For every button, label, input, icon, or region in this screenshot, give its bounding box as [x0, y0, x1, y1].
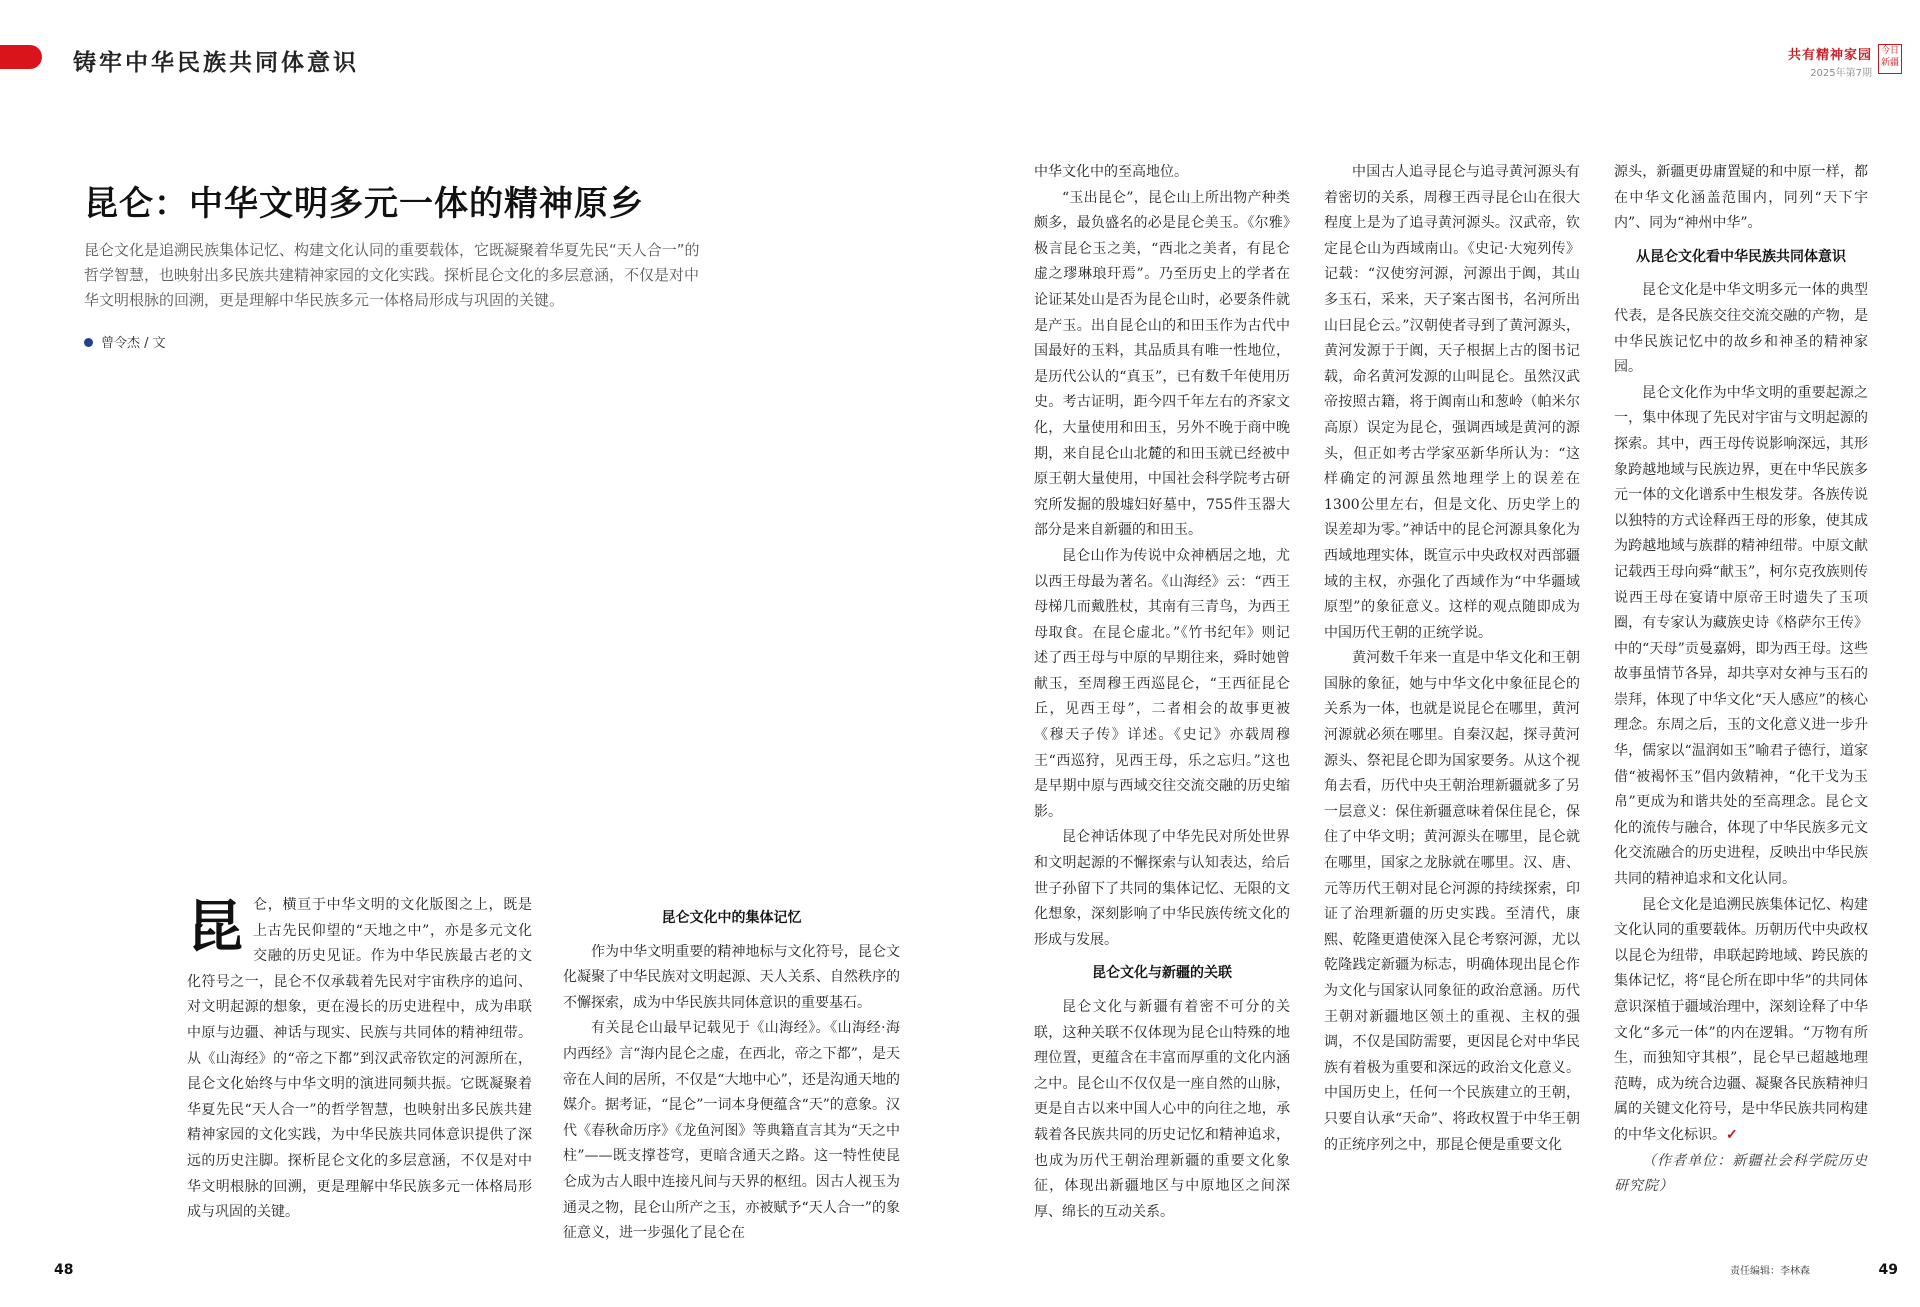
end-mark-icon: ✓ — [1726, 1126, 1738, 1143]
paragraph: 昆仑文化作为中华文明的重要起源之一，集中体现了先民对宇宙与文明起源的探索。其中，西王母传说影响深远，其形象跨越地域与民族边界，更在中华民族多元一体的文化谱系中生根发芽。各族传说以独特的方式诠释西王母的形象，使其成为跨越地域与族群的精神纽带。中原文献记载西王母向舜“献玉”，柯尔克孜族则传说西王母在宴请中原帝王时遗失了玉项圈，有专家认为藏族史诗《格萨尔王传》中的“天母”贡曼嘉姆，即为西王母。这些故事虽情节各异，却共享对女神与玉石的崇拜，体现了中华文化“天人感应”的核心理念。东周之后，玉的文化意义进一步升华，儒家以“温润如玉”喻君子德行，道家借“被褐怀玉”倡内敛精神，“化干戈为玉帛”更成为和谐共处的至高理念。昆仑文化的流传与融合，体现了中华民族多元文化交流融合的历史进程，反映出中华民族共同的精神追求和文化认同。 — [1614, 384, 1868, 888]
magazine-masthead — [1788, 44, 1872, 79]
page-number-left: 48 — [54, 1262, 74, 1278]
paragraph: 有关昆仑山最早记载见于《山海经》。《山海经·海内西经》言“海内昆仑之虚，在西北，帝之下都”，是天帝在人间的居所，不仅是“大地中心”，还是沟通天地的媒介。据考证，“昆仑”一词本身便蕴含“天”的意象。汉代《春秋命历序》《龙鱼河图》等典籍直言其为“天之中柱”——既支撑苍穹，更暗含通天之路。这一特性使昆仑成为古人眼中连接凡间与天界的枢纽。因古人视玉为通灵之物，昆仑山所产之玉，亦被赋予“天人合一”的象征意义，进一步强化了昆仑在 — [563, 1020, 900, 1242]
body-column-1 — [187, 893, 532, 1226]
body-column-3 — [1034, 160, 1290, 1225]
paragraph: 中华文化中的至高地位。 — [1034, 164, 1188, 180]
issue-number: 2025年第7期 — [1810, 68, 1872, 79]
article-title: 昆仑：中华文明多元一体的精神原乡 — [84, 184, 644, 224]
paragraph: 昆仑文化与新疆有着密不可分的关联，这种关联不仅体现为昆仑山特殊的地理位置，更蕴含在丰富而厚重的文化内涵之中。昆仑山不仅仅是一座自然的山脉，更是自古以来中国人心中的向往之地，承载着各民族共同的历史记忆和精神追求，也成为历代王朝治理新疆的重要文化象征，体现出新疆地区与中原地区之间深厚、绵长的互动关系。 — [1034, 999, 1290, 1220]
article-lead: 昆仑文化是追溯民族集体记忆、构建文化认同的重要载体，它既凝聚着华夏先民“天人合一”的哲学智慧，也映射出多民族共建精神家园的文化实践。探析昆仑文化的多层意涵，不仅是对中华文明根脉的回溯，更是理解中华民族多元一体格局形成与巩固的关键。 — [84, 241, 700, 309]
section-heading: 昆仑文化中的集体记忆 — [661, 910, 802, 926]
paragraph: 昆仑文化是中华文明多元一体的典型代表，是各民族交往交流交融的产物，是中华民族记忆中的故乡和神圣的精神家园。 — [1614, 282, 1868, 376]
paragraph — [1614, 893, 1868, 1149]
page-number-right: 49 — [1878, 1262, 1898, 1278]
byline — [84, 332, 166, 351]
section-title: 铸牢中华民族共同体意识 — [73, 49, 359, 76]
section-heading: 昆仑文化与新疆的关联 — [1092, 965, 1232, 982]
author-name: 曾令杰 / 文 — [101, 336, 166, 351]
responsible-editor: 责任编辑：李林森 — [1730, 1266, 1810, 1277]
byline-dot-icon — [84, 338, 93, 347]
body-column-4 — [1324, 160, 1580, 1158]
paragraph: 源头，新疆更毋庸置疑的和中原一样，都在中华文化涵盖范围内，同列“天下宇内”、同为“神州中华”。 — [1614, 164, 1868, 232]
magazine-badge: 今日新疆 — [1878, 44, 1902, 74]
paragraph: 昆仑神话体现了中华先民对所处世界和文明起源的不懈探索与认知表达，给后世子孙留下了共同的集体记忆、无限的文化想象，深刻影响了中华民族传统文化的形成与发展。 — [1034, 829, 1290, 948]
paragraph: 中国古人追寻昆仑与追寻黄河源头有着密切的关系，周穆王西寻昆仑山在很大程度上是为了追寻黄河源头。汉武帝，钦定昆仑山为西域南山。《史记·大宛列传》记载：“汉使穷河源，河源出于阗，其山多玉石，采来，天子案古图书，名河所出山曰昆仑云。”汉朝使者寻到了黄河源头，黄河发源于于阗，天子根据上古的图书记载，命名黄河发源的山叫昆仑。虽然汉武帝按照古籍，将于阗南山和葱岭（帕米尔高原）误定为昆仑，强调西域是黄河的源头，但正如考古学家巫新华所认为：“这样确定的河源虽然地理学上的误差在1300公里左右，但是文化、历史学上的误差却为零。”神话中的昆仑河源具象化为西域地理实体，既宣示中央政权对西部疆域的主权，亦强化了西域作为“中华疆域原型”的象征意义。这样的观点随即成为中国历代王朝的正统学说。 — [1324, 164, 1580, 641]
section-heading: 从昆仑文化看中华民族共同体意识 — [1636, 248, 1846, 265]
magazine-name: 共有精神家园 — [1787, 48, 1872, 63]
paragraph: 作为中华文明重要的精神地标与文化符号，昆仑文化凝聚了中华民族对文明起源、天人关系、自然秩序的不懈探索，成为中华民族共同体意识的重要基石。 — [563, 943, 900, 1011]
paragraph: “玉出昆仑”，昆仑山上所出物产种类颇多，最负盛名的必是昆仑美玉。《尔雅》极言昆仑玉之美，“西北之美者，有昆仑虚之璆琳琅玕焉”。乃至历史上的学者在论证某处山是否为昆仑山时，必要条件就是产玉。出自昆仑山的和田玉作为古代中国最好的玉料，其品质具有唯一性地位，是历代公认的“真玉”，已有数千年使用历史。考古证明，距今四千年左右的齐家文化，大量使用和田玉，另外不晚于商中晚期，来自昆仑山北麓的和田玉就已经被中原王朝大量使用，中国社会科学院考古研究所发掘的殷墟妇好墓中，755件玉器大部分是来自新疆的和田玉。 — [1034, 189, 1290, 539]
paragraph-text: 昆仑文化是追溯民族集体记忆、构建文化认同的重要载体。历朝历代中央政权以昆仑为纽带，串联起跨地域、跨民族的集体记忆，将“昆仑所在即中华”的共同体意识深植于疆域治理中，深刻诠释了中华文化“多元一体”的内在逻辑。“万物有所生，而独知守其根”，昆仑早已超越地理范畴，成为统合边疆、凝聚各民族精神归属的关键文化符号，是中华民族共同构建的中华文化标识。 — [1614, 896, 1868, 1143]
body-column-2 — [563, 898, 900, 1247]
body-column-5 — [1614, 160, 1868, 1200]
paragraph: 昆仑山作为传说中众神栖居之地，尤以西王母最为著名。《山海经》云：“西王母梯几而戴胜杖，其南有三青鸟，为西王母取食。在昆仑虚北。”《竹书纪年》则记述了西王母与中原的早期往来，舜时她曾献玉，至周穆王西巡昆仑，“王西征昆仑丘，见西王母”，二者相会的故事更被《穆天子传》详述。《史记》亦载周穆王“西巡狩，见西王母，乐之忘归。”这也是早期中原与西域交往交流交融的历史缩影。 — [1034, 547, 1290, 820]
paragraph: 黄河数千年来一直是中华文化和王朝国脉的象征，她与中华文化中象征昆仑的关系为一体，也就是说昆仑在哪里，黄河河源就必须在哪里。自秦汉起，探寻黄河源头、祭祀昆仑即为国家要务。从这个视角去看，历代中央王朝治理新疆就多了另一层意义：保住新疆意味着保住昆仑，保住了中华文明；黄河源头在哪里，昆仑就在哪里，国家之龙脉就在哪里。汉、唐、元等历代王朝对昆仑河源的持续探索，印证了治理新疆的历史实践。至清代，康熙、乾隆更遣使深入昆仑考察河源，尤以乾隆践定新疆为标志，明确体现出昆仑作为文化与国家认同象征的政治意涵。历代王朝对新疆地区领土的重视、主权的强调，不仅是国防需要，更因昆仑对中华民族有着极为重要和深远的政治文化意义。中国历史上，任何一个民族建立的王朝，只要自认承“天命”、将政权置于中华王朝的正统序列之中，那昆仑便是重要文化 — [1324, 650, 1580, 1153]
drop-cap: 昆 — [187, 894, 243, 960]
author-affiliation: （作者单位：新疆社会科学院历史研究院） — [1614, 1152, 1868, 1195]
paragraph: 仑，横亘于中华文明的文化版图之上，既是上古先民仰望的“天地之中”，亦是多元文化交融的历史见证。作为中华民族最古老的文化符号之一，昆仑不仅承载着先民对宇宙秩序的追问、对文明起源的想象，更在漫长的历史进程中，成为串联中原与边疆、神话与现实、民族与共同体的精神纽带。从《山海经》的“帝之下都”到汉武帝钦定的河源所在，昆仑文化始终与中华文明的演进同频共振。它既凝聚着华夏先民“天人合一”的哲学智慧，也映射出多民族共建精神家园的文化实践，为中华民族共同体意识提供了深远的历史注脚。探析昆仑文化的多层意涵，不仅是对中华文明根脉的回溯，更是理解中华民族多元一体格局形成与巩固的关键。 — [187, 897, 532, 1221]
section-color-tab — [0, 45, 42, 69]
